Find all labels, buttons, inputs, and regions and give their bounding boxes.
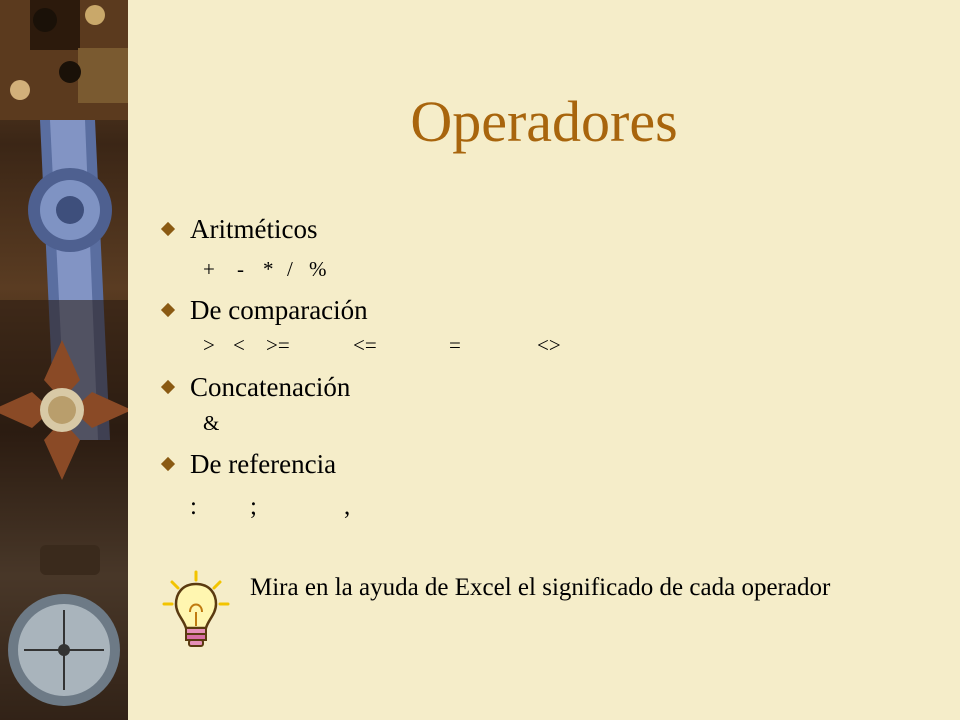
diamond-bullet-icon [161,457,175,471]
operator: - [237,257,244,281]
bullet-label: Concatenación [190,372,351,402]
diamond-bullet-icon [161,380,175,394]
slide-title: Operadores [410,89,678,154]
operator: , [344,493,351,520]
operator: % [309,257,327,281]
operator: ; [250,493,257,520]
operator: & [203,411,220,435]
operator: = [449,333,461,357]
bullet-label: De comparación [190,295,368,325]
operator: > [203,333,215,357]
lightbulb-icon [162,570,230,654]
operator: + [203,257,215,281]
tip-text: Mira en la ayuda de Excel el significado de cada operador [250,574,831,601]
medal-image-icon [0,0,128,720]
operator: <> [537,333,561,357]
decorative-side-image [0,0,128,720]
diamond-bullet-icon [161,303,175,317]
operator: >= [266,333,290,357]
bullet-label: De referencia [190,449,337,479]
diamond-bullet-icon [161,222,175,236]
operator: * [263,257,274,281]
operator: < [233,333,245,357]
operator: / [287,257,293,281]
operator: : [190,493,197,520]
operator: <= [353,333,377,357]
bullet-label: Aritméticos [190,214,318,244]
